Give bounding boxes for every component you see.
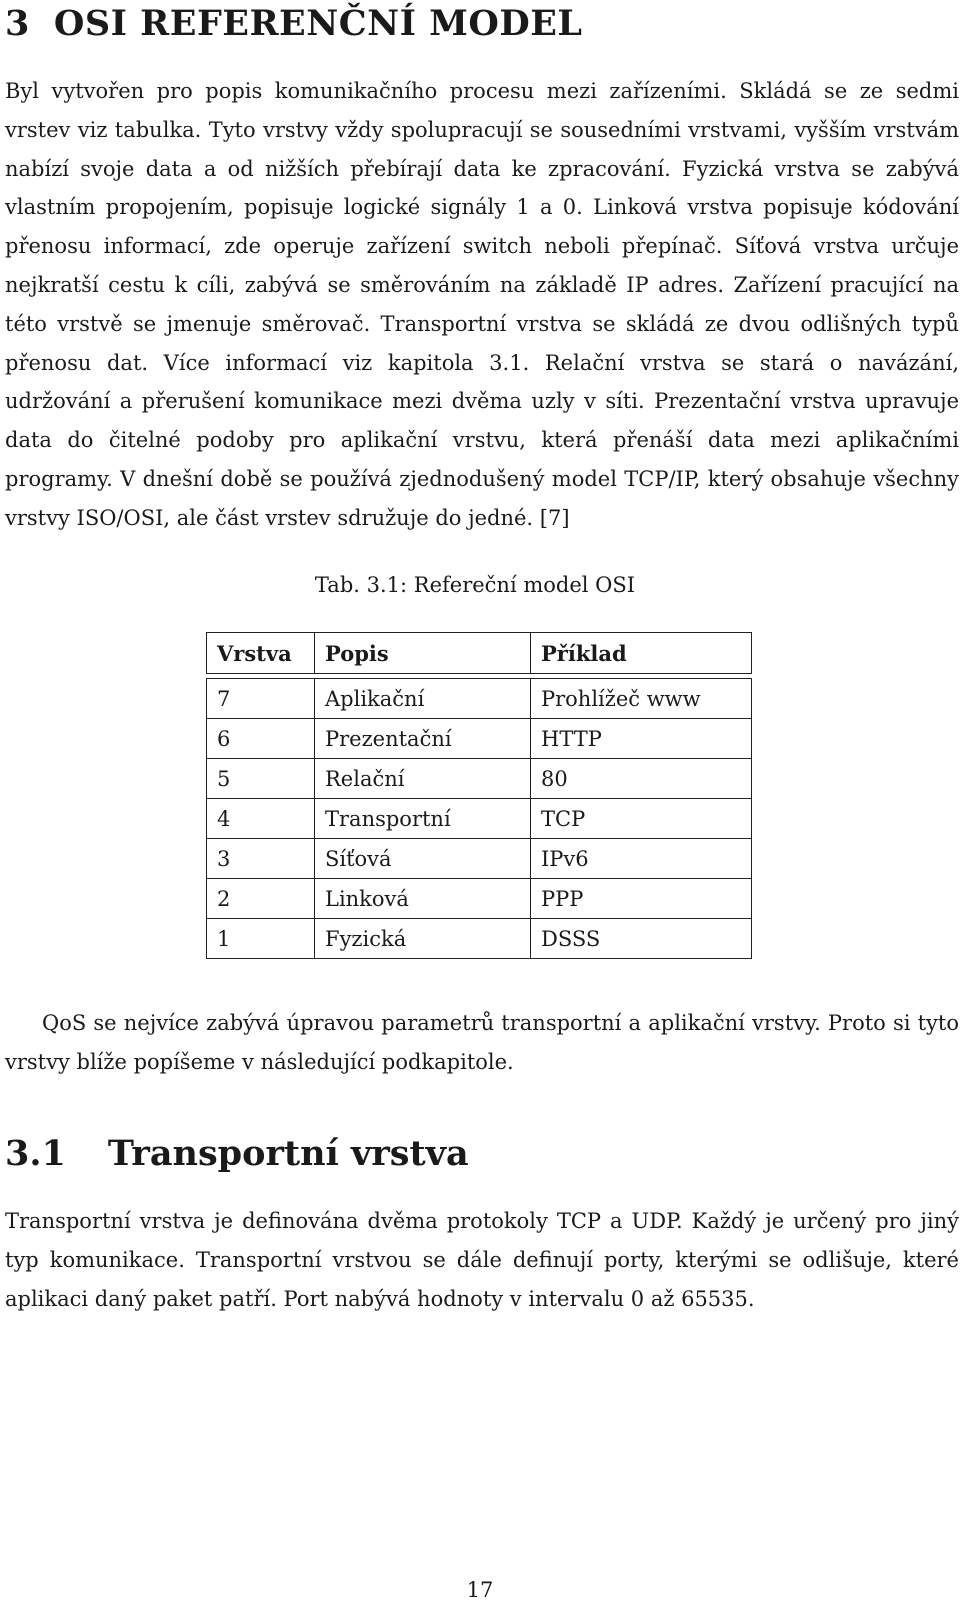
table-header-cell: Popis bbox=[314, 633, 530, 673]
table-header-row bbox=[206, 632, 752, 674]
osi-table bbox=[206, 632, 752, 959]
table-cell: 1 bbox=[206, 919, 314, 958]
table-header-cell: Vrstva bbox=[206, 633, 314, 673]
table-cell: Transportní bbox=[314, 799, 530, 838]
table-row bbox=[206, 719, 752, 759]
qos-paragraph: QoS se nejvíce zabývá úpravou parametrů transportní a aplikační vrstvy. Proto si tyto vrstvy blíže popíšeme v následující podkapitole. bbox=[5, 1011, 959, 1074]
table-cell: Prezentační bbox=[314, 719, 530, 758]
table-cell: IPv6 bbox=[530, 839, 752, 878]
section-number: 3.1 bbox=[5, 1133, 66, 1174]
table-row bbox=[206, 919, 752, 959]
chapter-number: 3 bbox=[5, 3, 30, 44]
table-cell: 80 bbox=[530, 759, 752, 798]
table-cell: Prohlížeč www bbox=[530, 679, 752, 718]
table-header-cell: Příklad bbox=[530, 633, 752, 673]
table-row bbox=[206, 799, 752, 839]
table-cell: Fyzická bbox=[314, 919, 530, 958]
table-caption: Tab. 3.1: Refereční model OSI bbox=[314, 573, 636, 597]
intro-paragraph: Byl vytvořen pro popis komunikačního procesu mezi zařízeními. Skládá se ze sedmi vrstev viz tabulka. Tyto vrstvy vždy spolupracují se sousedními vrstvami, vyšším vrstvám nabízí svoje data a od nižších přebírají data ke zpracování. Fyzická vrstva se zabývá vlastním propojením, popisuje logické signály 1 a 0. Linková vrstva popisuje kódování přenosu informací, zde operuje zařízení switch neboli přepínač. Síťová vrstva určuje nejkratší cestu k cíli, zabývá se směrováním na základě IP adres. Zařízení pracující na této vrstvě se jmenuje směrovač. Transportní vrstva se skládá ze dvou odlišných typů přenosu dat. Více informací viz kapitola 3.1. Relační vrstva se stará o navázání, udržování a přerušení komunikace mezi dvěma uzly v síti. Prezentační vrstva upravuje data do čitelné podoby pro aplikační vrstvu, která přenáší data mezi aplikačními programy. V dnešní době se používá zjednodušený model TCP/IP, který obsahuje všechny vrstvy ISO/OSI, ale část vrstev sdružuje do jedné. [7] bbox=[5, 79, 959, 530]
table-cell: HTTP bbox=[530, 719, 752, 758]
table-cell: Linková bbox=[314, 879, 530, 918]
page-number: 17 bbox=[466, 1578, 494, 1602]
table-cell: Aplikační bbox=[314, 679, 530, 718]
table-cell: Síťová bbox=[314, 839, 530, 878]
table-cell: DSSS bbox=[530, 919, 752, 958]
table-row bbox=[206, 759, 752, 799]
table-row bbox=[206, 879, 752, 919]
table-cell: 5 bbox=[206, 759, 314, 798]
table-cell: 3 bbox=[206, 839, 314, 878]
table-cell: Relační bbox=[314, 759, 530, 798]
table-cell: 6 bbox=[206, 719, 314, 758]
table-row bbox=[206, 678, 752, 719]
table-cell: 4 bbox=[206, 799, 314, 838]
table-cell: PPP bbox=[530, 879, 752, 918]
section-paragraph: Transportní vrstva je definována dvěma protokoly TCP a UDP. Každý je určený pro jiný typ komunikace. Transportní vrstvou se dále definují porty, kterými se odlišuje, které aplikaci daný paket patří. Port nabývá hodnoty v intervalu 0 až 65535. bbox=[5, 1209, 959, 1311]
table-row bbox=[206, 839, 752, 879]
section-title: Transportní vrstva bbox=[107, 1133, 469, 1174]
table-cell: TCP bbox=[530, 799, 752, 838]
chapter-heading bbox=[5, 2, 583, 46]
chapter-title: OSI REFERENČNÍ MODEL bbox=[53, 3, 583, 44]
table-cell: 2 bbox=[206, 879, 314, 918]
section-heading bbox=[5, 1132, 469, 1176]
table-cell: 7 bbox=[206, 679, 314, 718]
